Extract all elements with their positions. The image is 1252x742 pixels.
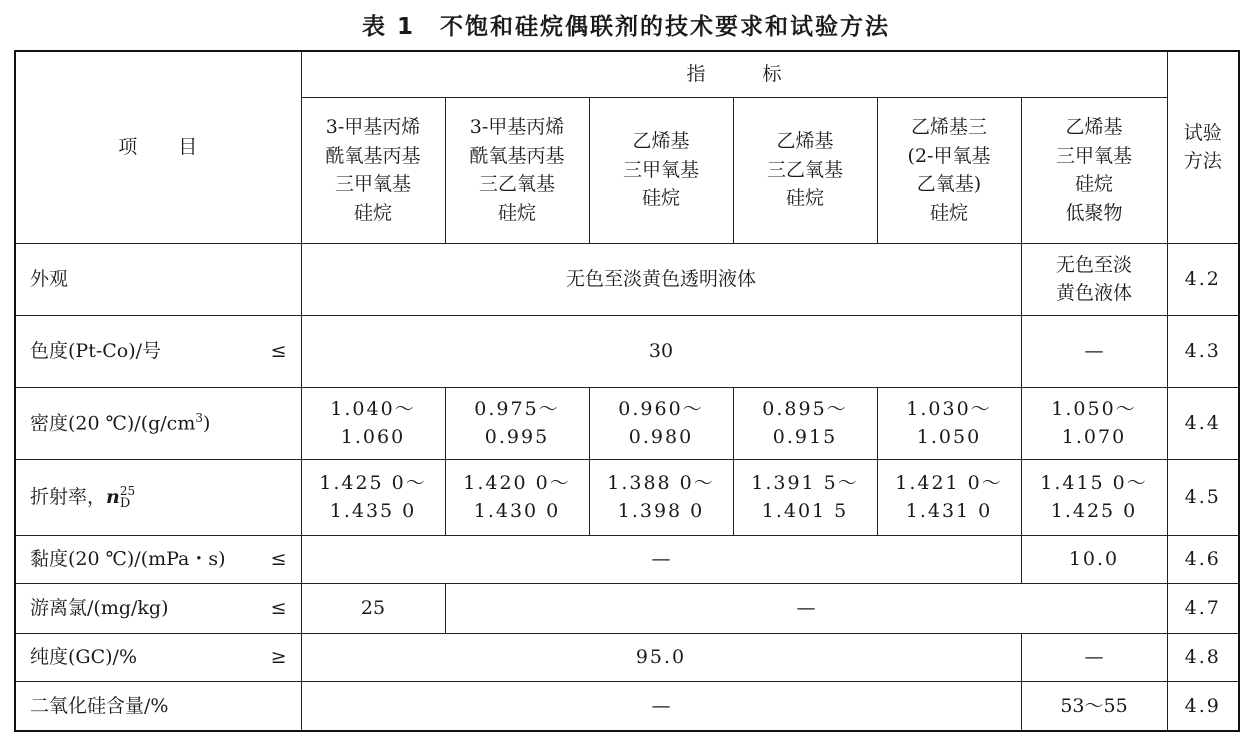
row-refractive-index [15, 459, 1239, 535]
cell-value: — [301, 681, 1021, 731]
cell-method: 4.4 [1167, 387, 1239, 459]
cell-value: 无色至淡 黄色液体 [1021, 243, 1167, 315]
header-row-1 [15, 51, 1239, 97]
table-caption: 表 1 不饱和硅烷偶联剂的技术要求和试验方法 [361, 14, 890, 40]
cell-method: 4.6 [1167, 535, 1239, 583]
header-product-4: 乙烯基 三乙氧基 硅烷 [733, 97, 877, 243]
row-label-suffix: ) [202, 411, 211, 434]
cell-value: 1.050～ 1.070 [1021, 387, 1167, 459]
header-product-6: 乙烯基 三甲氧基 硅烷 低聚物 [1021, 97, 1167, 243]
cell-value: — [301, 535, 1021, 583]
cell-value: 0.975～ 0.995 [445, 387, 589, 459]
cell-method: 4.5 [1167, 459, 1239, 535]
row-appearance [15, 243, 1239, 315]
row-viscosity [15, 535, 1239, 583]
cell-value: 无色至淡黄色透明液体 [301, 243, 1021, 315]
header-indicator: 指 标 [301, 51, 1167, 97]
header-method: 试验 方法 [1167, 51, 1239, 243]
header-product-1: 3-甲基丙烯 酰氧基丙基 三甲氧基 硅烷 [301, 97, 445, 243]
row-label: 纯度(GC)/% [30, 645, 137, 668]
cell-value: — [1021, 315, 1167, 387]
header-product-2: 3-甲基丙烯 酰氧基丙基 三乙氧基 硅烷 [445, 97, 589, 243]
cell-value: 1.388 0～ 1.398 0 [589, 459, 733, 535]
row-label: 游离氯/(mg/kg) [30, 596, 169, 619]
row-color [15, 315, 1239, 387]
label-superscript: 3 [195, 410, 203, 425]
row-label-cell [15, 315, 301, 387]
row-label: 黏度(20 ℃)/(mPa・s) [30, 547, 226, 570]
cell-method: 4.9 [1167, 681, 1239, 731]
spec-table [14, 50, 1240, 732]
row-label-cell [15, 583, 301, 633]
row-purity [15, 633, 1239, 681]
cell-value: 53～55 [1021, 681, 1167, 731]
cell-value: 1.425 0～ 1.435 0 [301, 459, 445, 535]
row-label-cell [15, 387, 301, 459]
label-subscript: D [119, 496, 131, 512]
cell-value: — [445, 583, 1167, 633]
row-label: 二氧化硅含量/% [15, 681, 301, 731]
cell-value: 10.0 [1021, 535, 1167, 583]
header-item: 项 目 [15, 51, 301, 243]
cell-method: 4.3 [1167, 315, 1239, 387]
cell-value: 1.421 0～ 1.431 0 [877, 459, 1021, 535]
row-free-chlorine [15, 583, 1239, 633]
label-superscript: 25 [119, 484, 136, 499]
label-variable: n [106, 485, 120, 508]
cell-value: 1.391 5～ 1.401 5 [733, 459, 877, 535]
cell-value: 1.040～ 1.060 [301, 387, 445, 459]
comparison-symbol: ≤ [270, 596, 287, 619]
row-silica-content [15, 681, 1239, 731]
row-label-cell [15, 459, 301, 535]
row-label: 密度(20 ℃)/(g/cm [30, 411, 196, 434]
header-product-3: 乙烯基 三甲氧基 硅烷 [589, 97, 733, 243]
cell-value: 1.415 0～ 1.425 0 [1021, 459, 1167, 535]
comparison-symbol: ≥ [270, 645, 287, 668]
header-product-5: 乙烯基三 (2-甲氧基 乙氧基) 硅烷 [877, 97, 1021, 243]
row-label-cell [15, 633, 301, 681]
cell-value: — [1021, 633, 1167, 681]
comparison-symbol: ≤ [270, 339, 287, 362]
cell-method: 4.2 [1167, 243, 1239, 315]
cell-value: 0.960～ 0.980 [589, 387, 733, 459]
row-label: 折射率， [30, 485, 107, 508]
row-label: 外观 [15, 243, 301, 315]
cell-value: 1.420 0～ 1.430 0 [445, 459, 589, 535]
cell-value: 25 [301, 583, 445, 633]
cell-value: 30 [301, 315, 1021, 387]
row-label: 色度(Pt-Co)/号 [30, 339, 162, 362]
row-label-cell [15, 535, 301, 583]
cell-method: 4.8 [1167, 633, 1239, 681]
comparison-symbol: ≤ [270, 547, 287, 570]
row-density [15, 387, 1239, 459]
cell-value: 1.030～ 1.050 [877, 387, 1021, 459]
cell-value: 95.0 [301, 633, 1021, 681]
cell-method: 4.7 [1167, 583, 1239, 633]
cell-value: 0.895～ 0.915 [733, 387, 877, 459]
